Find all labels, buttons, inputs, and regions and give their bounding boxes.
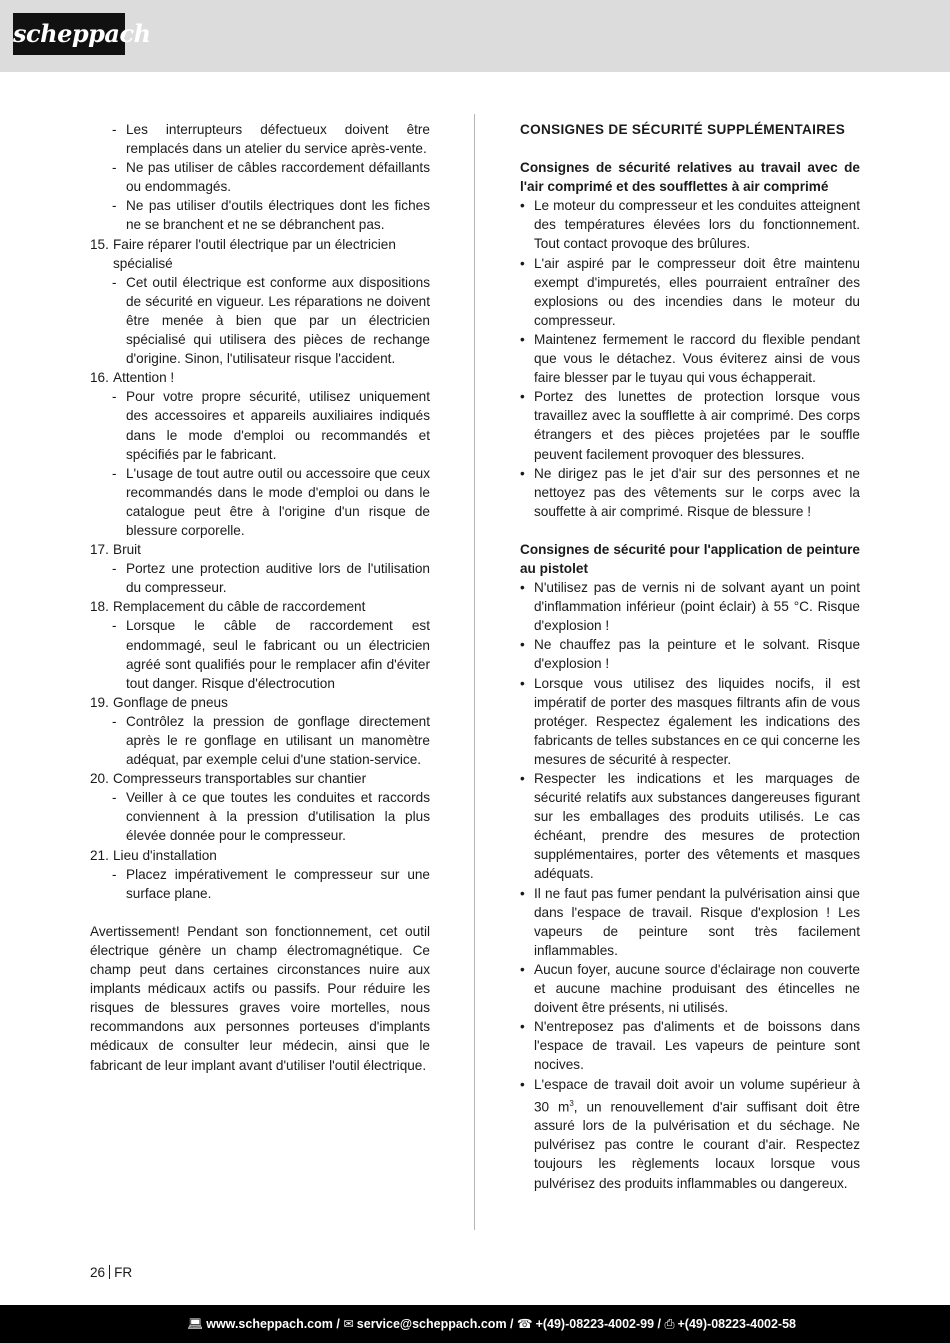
bullet-item: • L'air aspiré par le compresseur doit être maintenu exempt d'impuretés, elles pourraient entraîner des explosions ou des incendies dans le moteur du compresseur. [520, 255, 860, 328]
bullet-item: • N'utilisez pas de vernis ni de solvant ayant un point d'inflammation inférieur (point éclair) à 55 °C. Risque d'explosion ! [520, 580, 860, 634]
bullet-item: • N'entreposez pas d'aliments et de boissons dans l'espace de travail. Les vapeurs de peinture sont nocives. [520, 1019, 860, 1073]
dash-item: - Placez impérativement le compresseur sur une surface plane. [112, 866, 430, 901]
phone-icon: ☎︎ [516, 1317, 533, 1331]
numbered-item-15: 15. Faire réparer l'outil électrique par un électricien spécialisé [90, 236, 396, 271]
dash-item: - Cet outil électrique est conforme aux dispositions de sécurité en vigueur. Les réparations ne doivent être menée à bien que par un électricien spécialisé qui utilisera des pièces de rechange d'origine. Sinon, l'utilisateur risque l'accident. [112, 274, 430, 367]
dash-item: - Portez une protection auditive lors de l'utilisation du compresseur. [112, 561, 430, 596]
bullet-item: • Respecter les indications et les marquages de sécurité relatifs aux substances dangereuses figurant sur les emballages des produits utilisés. Le cas échéant, prendre des mesures de protection supplémentaires, porter des vêtements et masques adéquats. [520, 771, 860, 882]
column-divider [474, 114, 475, 1230]
numbered-item-18: 18. Remplacement du câble de raccordement [90, 599, 366, 615]
fax-number: +(49)-08223-4002-58 [677, 1317, 796, 1331]
section-heading: CONSIGNES DE SÉCURITÉ SUPPLÉMENTAIRES [520, 122, 846, 137]
dash-item: - Pour votre propre sécurité, utilisez uniquement des accessoires et appareils auxiliaires indiqués dans le mode d'emploi ou recommandés et spécifiés par le fabricant. [112, 389, 430, 462]
dash-item: - Lorsque le câble de raccordement est endommagé, seul le fabricant ou un électricien agréé sont qualifiés pour le remplacer afin d'éviter tout danger. Risque d'électrocution [112, 618, 430, 691]
numbered-item-16: 16. Attention ! [90, 370, 175, 386]
email-icon: ✉︎ [343, 1317, 354, 1331]
left-column [90, 120, 430, 1075]
dash-item: - Ne pas utiliser d'outils électriques dont les fiches ne se branchent et ne se débranchent pas. [112, 198, 430, 233]
phone-number: +(49)-08223-4002-99 [535, 1317, 655, 1331]
numbered-item-17: 17. Bruit [90, 542, 141, 558]
bullet-item: • Ne chauffez pas la peinture et le solvant. Risque d'explosion ! [520, 637, 860, 672]
scheppach-logo: scheppach [13, 13, 125, 55]
emf-warning-paragraph: Avertissement! Pendant son fonctionnement, cet outil électrique génère un champ électromagnétique. Ce champ peut dans certaines circonstances nuire aux implants médicaux actifs ou passifs. Pour réduire les risques de blessures graves voire mortelles, nous recommandons aux personnes porteuses d'implants médicaux de consulter leur médecin, ainsi que le fabricant de leur implant avant d'utiliser l'outil électrique. [90, 923, 430, 1073]
dash-item: - Veiller à ce que toutes les conduites et raccords conviennent à la pression d'utilisation la plus élevée donnée pour le compresseur. [112, 790, 430, 844]
dash-item: - Les interrupteurs défectueux doivent être remplacés dans un atelier du service après-vente. [112, 122, 430, 157]
numbered-item-19: 19. Gonflage de pneus [90, 694, 228, 710]
bullet-item: • Aucun foyer, aucune source d'éclairage non couverte et aucune machine produisant des étincelles ne doivent être présents, ni utilisés. [520, 961, 860, 1016]
page-number: 26 FR [90, 1265, 133, 1280]
subsection-title-compressed-air: Consignes de sécurité relatives au travail avec de l'air comprimé et des soufflettes à air comprimé [520, 160, 860, 195]
bullet-item: • L'espace de travail doit avoir un volume supérieur à 30 $m^3$, un renouvellement d'air suffisant doit être assuré lors de la pulvérisation et du séchage. Ne pulvérisez pas contre le courant d'air. Respectez toujours les règlements locaux lorsque vous pulvérisez des produits inflammables ou dangereux. [520, 1076, 860, 1191]
email-link[interactable]: service@scheppach.com [356, 1317, 507, 1331]
bullet-item: • Maintenez fermement le raccord du flexible pendant que vous le détachez. Vous éviterez ainsi de vous faire blesser par le tuyau qui vous échapperait. [520, 331, 860, 386]
bullet-item: • Il ne faut pas fumer pendant la pulvérisation ainsi que dans l'espace de travail. Risque d'explosion ! Les vapeurs de peinture sont très facilement inflammables. [520, 885, 860, 958]
numbered-item-20: 20. Compresseurs transportables sur chantier [90, 771, 367, 787]
numbered-item-21: 21. Lieu d'installation [90, 847, 217, 863]
right-column [520, 120, 860, 1193]
bullet-item: • Lorsque vous utilisez des liquides nocifs, il est impératif de porter des masques filtrants afin de vous protéger. Respectez également les indications des fabricants de telles substances en ce qui concerne les mesures de sécurité à respecter. [520, 675, 860, 767]
footer-bar: 💻︎ www.scheppach.com / ✉︎ service@scheppach.com / ☎︎ +(49)-08223-4002-99 / ⎙ +(49)-08223-4002-58 [0, 1305, 950, 1343]
header-bar [0, 0, 950, 72]
dash-item: - Ne pas utiliser de câbles raccordement défaillants ou endommagés. [112, 160, 430, 195]
bullet-item: • Ne dirigez pas le jet d'air sur des personnes et ne nettoyez pas des vêtements sur le corps avec la souffette à air comprimé. Risque de blessure ! [520, 465, 860, 519]
dash-item: - Contrôlez la pression de gonflage directement après le re gonflage en utilisant un manomètre adéquat, par exemple celui d'une station-service. [112, 713, 430, 768]
dash-item: - L'usage de tout autre outil ou accessoire que ceux recommandés dans le mode d'emploi ou dans le catalogue peut être à l'origine d'un risque de blessure corporelle. [112, 465, 430, 538]
website-link[interactable]: www.scheppach.com [206, 1317, 333, 1331]
bullet-item: • Portez des lunettes de protection lorsque vous travaillez avec la soufflette à air comprimé. Des corps étrangers et des pièces projetées par le souffle peuvent facilement provoquer des blessures. [520, 389, 860, 462]
subsection-title-spray-painting: Consignes de sécurité pour l'application de peinture au pistolet [520, 541, 860, 576]
laptop-icon: 💻︎ [187, 1317, 204, 1331]
fax-icon: ⎙ [664, 1317, 675, 1331]
bullet-item: • Le moteur du compresseur et les conduites atteignent des températures élevées lors du fonctionnement. Tout contact provoque des brûlures. [520, 198, 860, 252]
